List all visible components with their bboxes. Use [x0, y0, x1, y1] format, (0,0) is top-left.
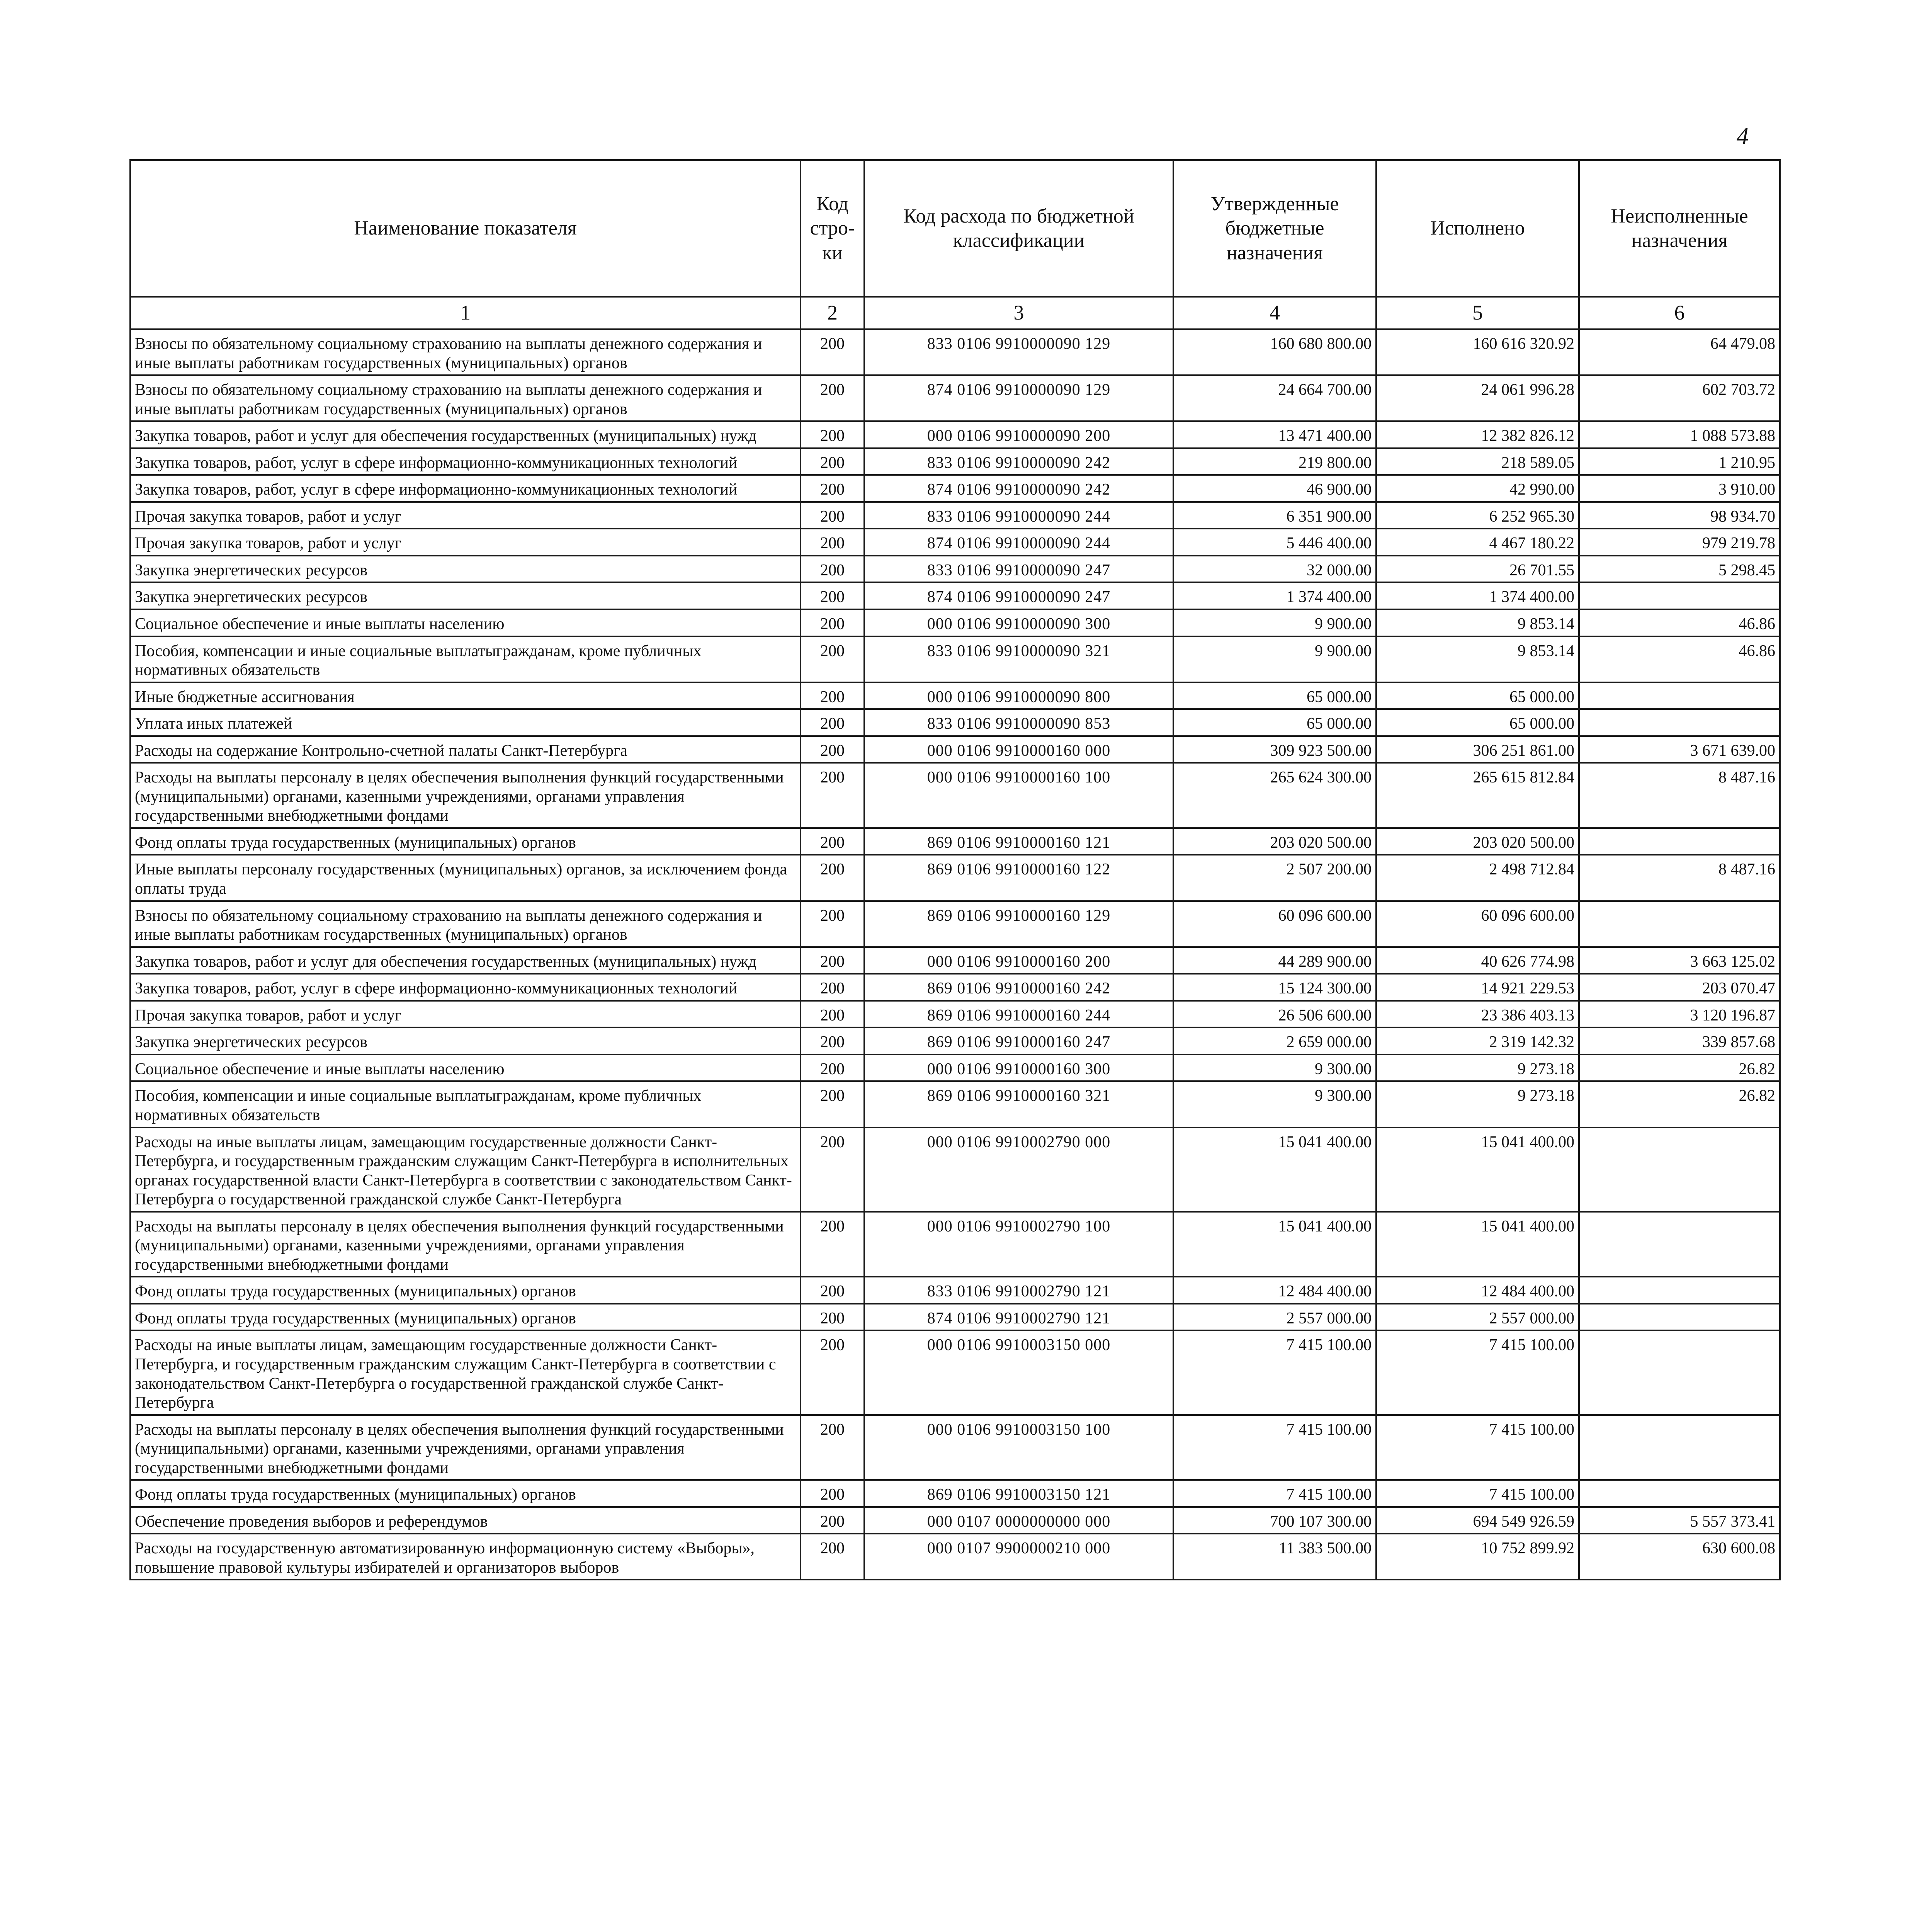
indicator-name-cell: Иные выплаты персоналу государственных (муниципальных) органов, за исключением фонда оплаты труда [130, 855, 801, 901]
indicator-name-cell: Прочая закупка товаров, работ и услуг [130, 529, 801, 556]
header-expense-code: Код расхода по бюджетной классификации [864, 160, 1173, 297]
unexecuted-cell [1579, 828, 1780, 855]
expense-code-cell: 833 0106 9910000090 853 [864, 709, 1173, 736]
line-code-cell: 200 [801, 1277, 864, 1304]
approved-cell: 5 446 400.00 [1173, 529, 1376, 556]
table-row [130, 736, 1780, 763]
line-code-cell: 200 [801, 582, 864, 609]
unexecuted-cell [1579, 709, 1780, 736]
expense-code-cell: 869 0106 9910000160 122 [864, 855, 1173, 901]
approved-cell: 46 900.00 [1173, 475, 1376, 502]
table-body [130, 329, 1780, 1580]
column-number: 3 [864, 297, 1173, 329]
expense-code-cell: 833 0106 9910000090 321 [864, 636, 1173, 682]
approved-cell: 2 507 200.00 [1173, 855, 1376, 901]
line-code-cell: 200 [801, 947, 864, 974]
line-code-cell: 200 [801, 1054, 864, 1082]
unexecuted-cell: 8 487.16 [1579, 855, 1780, 901]
unexecuted-cell [1579, 1415, 1780, 1480]
column-number: 5 [1376, 297, 1579, 329]
table-row [130, 1277, 1780, 1304]
expense-code-cell: 000 0106 9910002790 000 [864, 1128, 1173, 1212]
approved-cell: 9 900.00 [1173, 636, 1376, 682]
line-code-cell: 200 [801, 1415, 864, 1480]
indicator-name-cell: Закупка энергетических ресурсов [130, 1027, 801, 1054]
line-code-cell: 200 [801, 736, 864, 763]
unexecuted-cell: 3 120 196.87 [1579, 1001, 1780, 1028]
approved-cell: 160 680 800.00 [1173, 329, 1376, 375]
expense-code-cell: 869 0106 9910000160 321 [864, 1081, 1173, 1127]
line-code-cell: 200 [801, 502, 864, 529]
unexecuted-cell: 979 219.78 [1579, 529, 1780, 556]
executed-cell: 7 415 100.00 [1376, 1415, 1579, 1480]
table-row [130, 329, 1780, 375]
indicator-name-cell: Расходы на выплаты персоналу в целях обеспечения выполнения функций государственными (муниципальными) органами, казенными учреждениями, органами управления государственными внебюджетными фондами [130, 1212, 801, 1277]
table-row [130, 855, 1780, 901]
table-row [130, 1027, 1780, 1054]
executed-cell: 24 061 996.28 [1376, 375, 1579, 421]
header-indicator-name: Наименование показателя [130, 160, 801, 297]
indicator-name-cell: Расходы на иные выплаты лицам, замещающим государственные должности Санкт-Петербурга, и государственным гражданским служащим Санкт-Петербурга в соответствии с законодательством Санкт-Петербурга о государственной гражданской службе Санкт-Петербурга [130, 1330, 801, 1415]
expense-code-cell: 869 0106 9910000160 247 [864, 1027, 1173, 1054]
indicator-name-cell: Расходы на содержание Контрольно-счетной палаты Санкт-Петербурга [130, 736, 801, 763]
indicator-name-cell: Пособия, компенсации и иные социальные выплатыгражданам, кроме публичных нормативных обязательств [130, 636, 801, 682]
indicator-name-cell: Социальное обеспечение и иные выплаты населению [130, 609, 801, 636]
table-row [130, 448, 1780, 475]
table-row [130, 947, 1780, 974]
executed-cell: 14 921 229.53 [1376, 974, 1579, 1001]
executed-cell: 2 498 712.84 [1376, 855, 1579, 901]
expense-code-cell: 874 0106 9910000090 242 [864, 475, 1173, 502]
expense-code-cell: 874 0106 9910000090 244 [864, 529, 1173, 556]
table-row [130, 1001, 1780, 1028]
expense-code-cell: 000 0106 9910000160 100 [864, 763, 1173, 828]
unexecuted-cell: 3 910.00 [1579, 475, 1780, 502]
expense-code-cell: 000 0106 9910000090 800 [864, 682, 1173, 709]
executed-cell: 306 251 861.00 [1376, 736, 1579, 763]
table-row [130, 763, 1780, 828]
line-code-cell: 200 [801, 1212, 864, 1277]
unexecuted-cell [1579, 1304, 1780, 1331]
column-number: 4 [1173, 297, 1376, 329]
expense-code-cell: 000 0107 0000000000 000 [864, 1507, 1173, 1534]
table-row [130, 1534, 1780, 1580]
indicator-name-cell: Закупка энергетических ресурсов [130, 556, 801, 583]
table-row [130, 475, 1780, 502]
table-row [130, 529, 1780, 556]
approved-cell: 32 000.00 [1173, 556, 1376, 583]
indicator-name-cell: Прочая закупка товаров, работ и услуг [130, 1001, 801, 1028]
approved-cell: 44 289 900.00 [1173, 947, 1376, 974]
indicator-name-cell: Фонд оплаты труда государственных (муниципальных) органов [130, 1480, 801, 1507]
expense-code-cell: 874 0106 9910000090 129 [864, 375, 1173, 421]
budget-execution-table [129, 159, 1781, 1580]
approved-cell: 9 300.00 [1173, 1054, 1376, 1082]
executed-cell: 2 557 000.00 [1376, 1304, 1579, 1331]
line-code-cell: 200 [801, 421, 864, 448]
approved-cell: 6 351 900.00 [1173, 502, 1376, 529]
approved-cell: 26 506 600.00 [1173, 1001, 1376, 1028]
executed-cell: 1 374 400.00 [1376, 582, 1579, 609]
table-row [130, 582, 1780, 609]
approved-cell: 15 041 400.00 [1173, 1128, 1376, 1212]
executed-cell: 265 615 812.84 [1376, 763, 1579, 828]
executed-cell: 9 273.18 [1376, 1081, 1579, 1127]
indicator-name-cell: Иные бюджетные ассигнования [130, 682, 801, 709]
executed-cell: 203 020 500.00 [1376, 828, 1579, 855]
expense-code-cell: 000 0106 9910000160 300 [864, 1054, 1173, 1082]
unexecuted-cell [1579, 1480, 1780, 1507]
expense-code-cell: 869 0106 9910000160 129 [864, 901, 1173, 947]
line-code-cell: 200 [801, 1304, 864, 1331]
executed-cell: 218 589.05 [1376, 448, 1579, 475]
executed-cell: 65 000.00 [1376, 709, 1579, 736]
indicator-name-cell: Закупка товаров, работ и услуг для обеспечения государственных (муниципальных) нужд [130, 947, 801, 974]
expense-code-cell: 869 0106 9910000160 244 [864, 1001, 1173, 1028]
table-row [130, 636, 1780, 682]
unexecuted-cell: 8 487.16 [1579, 763, 1780, 828]
executed-cell: 15 041 400.00 [1376, 1212, 1579, 1277]
table-row [130, 1480, 1780, 1507]
approved-cell: 2 659 000.00 [1173, 1027, 1376, 1054]
executed-cell: 65 000.00 [1376, 682, 1579, 709]
expense-code-cell: 833 0106 9910002790 121 [864, 1277, 1173, 1304]
executed-cell: 694 549 926.59 [1376, 1507, 1579, 1534]
indicator-name-cell: Социальное обеспечение и иные выплаты населению [130, 1054, 801, 1082]
approved-cell: 7 415 100.00 [1173, 1480, 1376, 1507]
indicator-name-cell: Расходы на выплаты персоналу в целях обеспечения выполнения функций государственными (муниципальными) органами, казенными учреждениями, органами управления государственными внебюджетными фондами [130, 1415, 801, 1480]
unexecuted-cell: 1 088 573.88 [1579, 421, 1780, 448]
approved-cell: 700 107 300.00 [1173, 1507, 1376, 1534]
header-executed: Исполнено [1376, 160, 1579, 297]
line-code-cell: 200 [801, 609, 864, 636]
approved-cell: 15 124 300.00 [1173, 974, 1376, 1001]
expense-code-cell: 000 0106 9910003150 000 [864, 1330, 1173, 1415]
indicator-name-cell: Закупка товаров, работ и услуг для обеспечения государственных (муниципальных) нужд [130, 421, 801, 448]
table-row [130, 609, 1780, 636]
approved-cell: 24 664 700.00 [1173, 375, 1376, 421]
unexecuted-cell: 64 479.08 [1579, 329, 1780, 375]
line-code-cell: 200 [801, 901, 864, 947]
expense-code-cell: 833 0106 9910000090 247 [864, 556, 1173, 583]
approved-cell: 15 041 400.00 [1173, 1212, 1376, 1277]
unexecuted-cell [1579, 1330, 1780, 1415]
indicator-name-cell: Расходы на иные выплаты лицам, замещающим государственные должности Санкт-Петербурга, и государственным гражданским служащим Санкт-Петербурга в исполнительных органах государственной власти Санкт-Петербурга в соответствии с законодательством Санкт-Петербурга о государственной гражданской службе Санкт-Петербурга [130, 1128, 801, 1212]
executed-cell: 26 701.55 [1376, 556, 1579, 583]
executed-cell: 7 415 100.00 [1376, 1330, 1579, 1415]
executed-cell: 9 273.18 [1376, 1054, 1579, 1082]
executed-cell: 160 616 320.92 [1376, 329, 1579, 375]
executed-cell: 23 386 403.13 [1376, 1001, 1579, 1028]
approved-cell: 60 096 600.00 [1173, 901, 1376, 947]
header-approved: Утвержденные бюджетные назначения [1173, 160, 1376, 297]
unexecuted-cell [1579, 1128, 1780, 1212]
unexecuted-cell: 46.86 [1579, 636, 1780, 682]
unexecuted-cell: 98 934.70 [1579, 502, 1780, 529]
unexecuted-cell: 3 663 125.02 [1579, 947, 1780, 974]
indicator-name-cell: Фонд оплаты труда государственных (муниципальных) органов [130, 1277, 801, 1304]
executed-cell: 12 484 400.00 [1376, 1277, 1579, 1304]
table-row [130, 1507, 1780, 1534]
line-code-cell: 200 [801, 828, 864, 855]
unexecuted-cell [1579, 901, 1780, 947]
approved-cell: 13 471 400.00 [1173, 421, 1376, 448]
column-number: 6 [1579, 297, 1780, 329]
executed-cell: 9 853.14 [1376, 636, 1579, 682]
unexecuted-cell [1579, 1212, 1780, 1277]
line-code-cell: 200 [801, 329, 864, 375]
expense-code-cell: 000 0106 9910000160 200 [864, 947, 1173, 974]
unexecuted-cell: 203 070.47 [1579, 974, 1780, 1001]
approved-cell: 219 800.00 [1173, 448, 1376, 475]
indicator-name-cell: Взносы по обязательному социальному страхованию на выплаты денежного содержания и иные выплаты работникам государственных (муниципальных) органов [130, 901, 801, 947]
indicator-name-cell: Расходы на выплаты персоналу в целях обеспечения выполнения функций государственными (муниципальными) органами, казенными учреждениями, органами управления государственными внебюджетными фондами [130, 763, 801, 828]
approved-cell: 11 383 500.00 [1173, 1534, 1376, 1580]
indicator-name-cell: Взносы по обязательному социальному страхованию на выплаты денежного содержания и иные выплаты работникам государственных (муниципальных) органов [130, 375, 801, 421]
column-number: 1 [130, 297, 801, 329]
line-code-cell: 200 [801, 1507, 864, 1534]
unexecuted-cell: 630 600.08 [1579, 1534, 1780, 1580]
table-row [130, 974, 1780, 1001]
line-code-cell: 200 [801, 375, 864, 421]
approved-cell: 7 415 100.00 [1173, 1330, 1376, 1415]
unexecuted-cell: 5 298.45 [1579, 556, 1780, 583]
line-code-cell: 200 [801, 1081, 864, 1127]
approved-cell: 65 000.00 [1173, 709, 1376, 736]
line-code-cell: 200 [801, 1001, 864, 1028]
executed-cell: 9 853.14 [1376, 609, 1579, 636]
indicator-name-cell: Фонд оплаты труда государственных (муниципальных) органов [130, 828, 801, 855]
approved-cell: 65 000.00 [1173, 682, 1376, 709]
approved-cell: 2 557 000.00 [1173, 1304, 1376, 1331]
approved-cell: 9 300.00 [1173, 1081, 1376, 1127]
line-code-cell: 200 [801, 763, 864, 828]
expense-code-cell: 869 0106 9910003150 121 [864, 1480, 1173, 1507]
line-code-cell: 200 [801, 1330, 864, 1415]
indicator-name-cell: Закупка товаров, работ, услуг в сфере информационно-коммуникационных технологий [130, 475, 801, 502]
unexecuted-cell: 26.82 [1579, 1081, 1780, 1127]
line-code-cell: 200 [801, 1480, 864, 1507]
indicator-name-cell: Закупка энергетических ресурсов [130, 582, 801, 609]
executed-cell: 6 252 965.30 [1376, 502, 1579, 529]
approved-cell: 309 923 500.00 [1173, 736, 1376, 763]
page-number: 4 [1737, 123, 1749, 150]
table-row [130, 682, 1780, 709]
unexecuted-cell: 1 210.95 [1579, 448, 1780, 475]
line-code-cell: 200 [801, 1027, 864, 1054]
table-row [130, 1415, 1780, 1480]
approved-cell: 265 624 300.00 [1173, 763, 1376, 828]
table-row [130, 502, 1780, 529]
expense-code-cell: 833 0106 9910000090 242 [864, 448, 1173, 475]
header-unexecuted: Неисполненные назначения [1579, 160, 1780, 297]
line-code-cell: 200 [801, 448, 864, 475]
line-code-cell: 200 [801, 709, 864, 736]
indicator-name-cell: Взносы по обязательному социальному страхованию на выплаты денежного содержания и иные выплаты работникам государственных (муниципальных) органов [130, 329, 801, 375]
unexecuted-cell: 3 671 639.00 [1579, 736, 1780, 763]
table-row [130, 375, 1780, 421]
table-row [130, 421, 1780, 448]
indicator-name-cell: Прочая закупка товаров, работ и услуг [130, 502, 801, 529]
expense-code-cell: 000 0106 9910000090 300 [864, 609, 1173, 636]
expense-code-cell: 874 0106 9910002790 121 [864, 1304, 1173, 1331]
table-row [130, 1304, 1780, 1331]
expense-code-cell: 000 0106 9910000160 000 [864, 736, 1173, 763]
table-row [130, 901, 1780, 947]
table-row [130, 1081, 1780, 1127]
table-row [130, 1128, 1780, 1212]
unexecuted-cell: 26.82 [1579, 1054, 1780, 1082]
executed-cell: 7 415 100.00 [1376, 1480, 1579, 1507]
indicator-name-cell: Расходы на государственную автоматизированную информационную систему «Выборы», повышение правовой культуры избирателей и организаторов выборов [130, 1534, 801, 1580]
expense-code-cell: 000 0107 9900000210 000 [864, 1534, 1173, 1580]
indicator-name-cell: Закупка товаров, работ, услуг в сфере информационно-коммуникационных технологий [130, 448, 801, 475]
indicator-name-cell: Уплата иных платежей [130, 709, 801, 736]
expense-code-cell: 833 0106 9910000090 129 [864, 329, 1173, 375]
line-code-cell: 200 [801, 475, 864, 502]
indicator-name-cell: Фонд оплаты труда государственных (муниципальных) органов [130, 1304, 801, 1331]
unexecuted-cell: 339 857.68 [1579, 1027, 1780, 1054]
expense-code-cell: 000 0106 9910002790 100 [864, 1212, 1173, 1277]
line-code-cell: 200 [801, 855, 864, 901]
table-row [130, 1054, 1780, 1082]
approved-cell: 203 020 500.00 [1173, 828, 1376, 855]
table-row [130, 1212, 1780, 1277]
executed-cell: 15 041 400.00 [1376, 1128, 1579, 1212]
indicator-name-cell: Обеспечение проведения выборов и референдумов [130, 1507, 801, 1534]
approved-cell: 12 484 400.00 [1173, 1277, 1376, 1304]
unexecuted-cell: 5 557 373.41 [1579, 1507, 1780, 1534]
approved-cell: 9 900.00 [1173, 609, 1376, 636]
executed-cell: 60 096 600.00 [1376, 901, 1579, 947]
unexecuted-cell [1579, 582, 1780, 609]
expense-code-cell: 869 0106 9910000160 242 [864, 974, 1173, 1001]
executed-cell: 40 626 774.98 [1376, 947, 1579, 974]
indicator-name-cell: Пособия, компенсации и иные социальные выплатыгражданам, кроме публичных нормативных обязательств [130, 1081, 801, 1127]
unexecuted-cell [1579, 682, 1780, 709]
unexecuted-cell: 46.86 [1579, 609, 1780, 636]
line-code-cell: 200 [801, 974, 864, 1001]
executed-cell: 2 319 142.32 [1376, 1027, 1579, 1054]
line-code-cell: 200 [801, 682, 864, 709]
indicator-name-cell: Закупка товаров, работ, услуг в сфере информационно-коммуникационных технологий [130, 974, 801, 1001]
approved-cell: 1 374 400.00 [1173, 582, 1376, 609]
executed-cell: 42 990.00 [1376, 475, 1579, 502]
line-code-cell: 200 [801, 636, 864, 682]
table-row [130, 1330, 1780, 1415]
table-row [130, 556, 1780, 583]
table-row [130, 709, 1780, 736]
unexecuted-cell [1579, 1277, 1780, 1304]
executed-cell: 10 752 899.92 [1376, 1534, 1579, 1580]
expense-code-cell: 874 0106 9910000090 247 [864, 582, 1173, 609]
expense-code-cell: 869 0106 9910000160 121 [864, 828, 1173, 855]
line-code-cell: 200 [801, 556, 864, 583]
expense-code-cell: 000 0106 9910003150 100 [864, 1415, 1173, 1480]
table-row [130, 828, 1780, 855]
column-number: 2 [801, 297, 864, 329]
unexecuted-cell: 602 703.72 [1579, 375, 1780, 421]
line-code-cell: 200 [801, 1534, 864, 1580]
table-header-row [130, 160, 1780, 297]
header-line-code: Код стро-ки [801, 160, 864, 297]
expense-code-cell: 000 0106 9910000090 200 [864, 421, 1173, 448]
column-number-row [130, 297, 1780, 329]
executed-cell: 12 382 826.12 [1376, 421, 1579, 448]
line-code-cell: 200 [801, 1128, 864, 1212]
executed-cell: 4 467 180.22 [1376, 529, 1579, 556]
line-code-cell: 200 [801, 529, 864, 556]
approved-cell: 7 415 100.00 [1173, 1415, 1376, 1480]
expense-code-cell: 833 0106 9910000090 244 [864, 502, 1173, 529]
